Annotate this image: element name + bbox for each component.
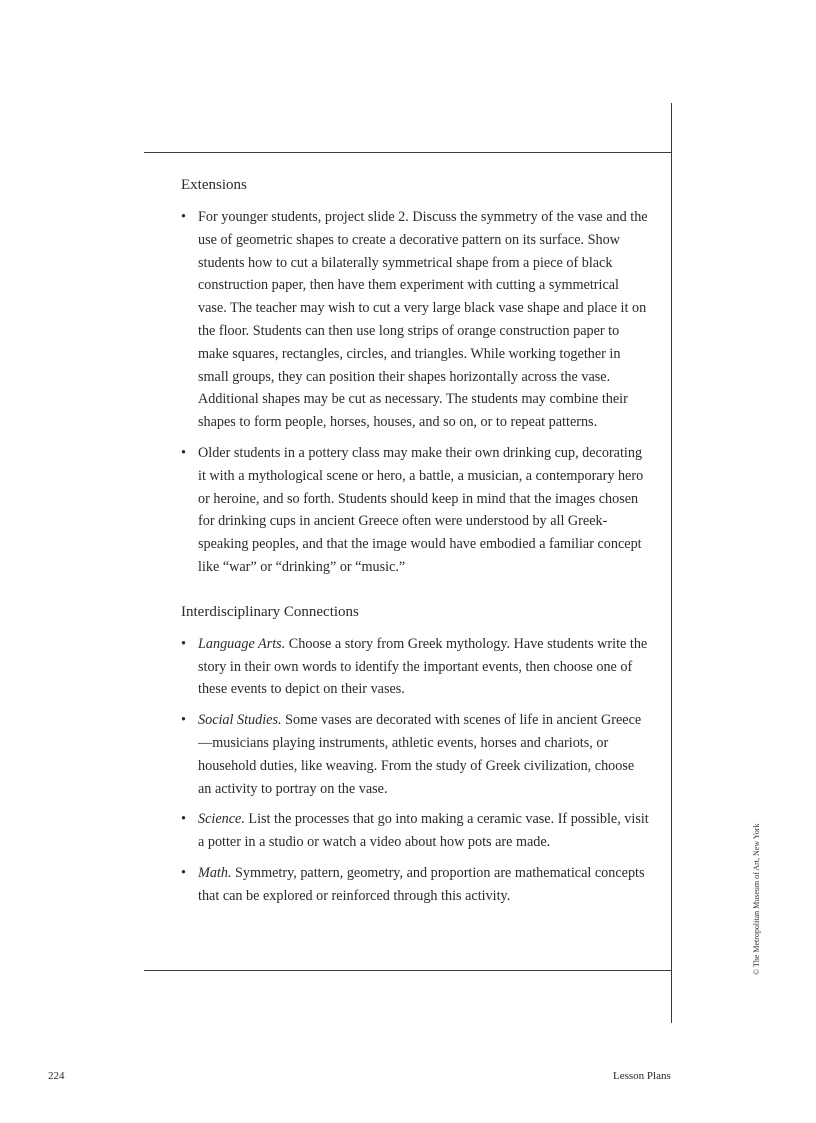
extensions-list [181,206,651,579]
connection-text: Choose a story from Greek mythology. Have students write the story in their own words to identify the important events, then choose one of these events to depict on their vases. [198,635,648,698]
footer-title: Lesson Plans [613,1070,671,1082]
vertical-rule [671,103,672,1023]
connection-text: Symmetry, pattern, geometry, and proportion are mathematical concepts that can be explored or reinforced through this activity. [198,864,645,904]
connection-label: Language Arts. [198,635,286,652]
page-number: 224 [48,1070,65,1082]
extensions-heading: Extensions [181,177,247,193]
connections-heading: Interdisciplinary Connections [181,603,359,620]
connection-item-social-studies [181,709,651,800]
bottom-rule [144,970,672,971]
connection-label: Social Studies. [198,712,282,729]
connection-text: List the processes that go into making a ceramic vase. If possible, visit a potter in a studio or watch a video about how pots are made. [198,811,649,851]
connection-text: Some vases are decorated with scenes of life in ancient Greece—musicians playing instruments, athletic events, horses and chariots, or household duties, like weaving. From the study of Greek civilization, choose an activity to portray on the vase. [198,712,642,797]
connections-list [181,633,651,908]
connection-item-math [181,862,651,908]
extension-item-younger: • For younger students, project slide 2. Discuss the symmetry of the vase and the use of geometric shapes to create a decorative pattern on its surface. Show students how to cut a bilaterally symmetrical shape from a piece of black construction paper, then have them experiment with cutting a symmetrical vase. The teacher may wish to cut a very large black vase shape and place it on the floor. Students can then use long strips of orange construction paper to make squares, rectangles, circles, and triangles. While working together in small groups, they can position their shapes horizontally across the vase. Additional shapes may be cut as necessary. The students may combine their shapes to form people, horses, houses, and so on, or to repeat patterns. [181,206,651,434]
connection-label: Science. [198,811,245,828]
connection-item-science [181,808,651,854]
top-rule [144,152,672,153]
copyright-notice: © The Metropolitan Museum of Art, New York [752,823,761,975]
connection-item-language-arts [181,633,651,701]
extension-item-older: • Older students in a pottery class may make their own drinking cup, decorating it with a mythological scene or hero, a battle, a musician, a contemporary hero or heroine, and so forth. Students should keep in mind that the images chosen for drinking cups in ancient Greece often were understood by all Greek-speaking peoples, and that the image would have embodied a familiar concept like “war” or “drinking” or “music.” [181,442,651,579]
main-content [181,174,651,916]
connection-label: Math. [198,864,232,881]
